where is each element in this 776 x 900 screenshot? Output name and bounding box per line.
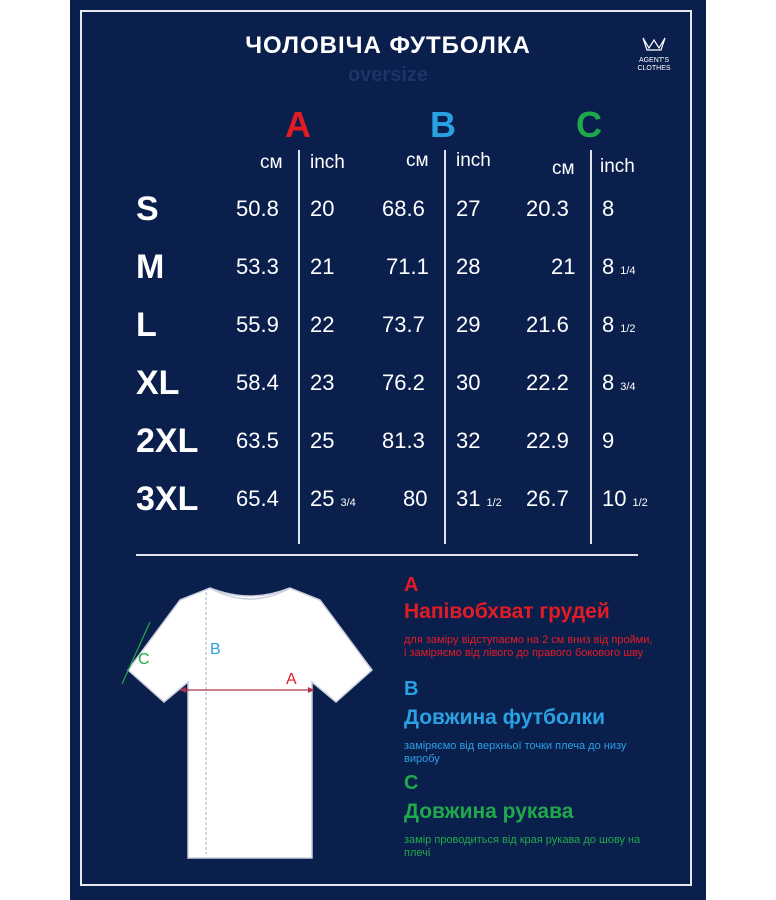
section-divider (136, 554, 638, 556)
size-label-l: L (136, 306, 157, 344)
cell-3xl-a-inch: 25 3/4 (310, 486, 356, 511)
cell-m-a-cm: 53.3 (236, 254, 279, 279)
cell-l-a-cm: 55.9 (236, 312, 279, 337)
column-letter-c: C (576, 104, 602, 145)
cell-3xl-b-inch: 31 1/2 (456, 486, 502, 511)
logo-text-top: AGENT'S (638, 57, 670, 64)
legend-desc-a: для заміру відступаємо на 2 см вниз від пройми, і заміряємо від лівого до правого бокового шву (404, 634, 653, 659)
size-label-2xl: 2XL (136, 422, 199, 460)
unit-b-inch: inch (456, 150, 491, 171)
cell-3xl-c-cm: 26.7 (526, 486, 569, 511)
tshirt-diagram (110, 580, 390, 870)
logo-text-bottom: CLOTHES (637, 65, 671, 72)
cell-3xl-c-inch: 10 1/2 (602, 486, 648, 511)
cell-s-a-cm: 50.8 (236, 196, 279, 221)
legend-name-b: Довжина футболки (404, 706, 606, 729)
size-label-m: M (136, 248, 165, 286)
unit-c-cm: см (552, 158, 575, 179)
crown-icon (641, 36, 667, 52)
size-label-s: S (136, 190, 159, 228)
page-subtitle: oversize (347, 64, 429, 86)
cell-xl-c-inch: 8 3/4 (602, 370, 636, 395)
cell-2xl-a-cm: 63.5 (236, 428, 279, 453)
cell-s-b-cm: 68.6 (382, 196, 425, 221)
cell-xl-c-cm: 22.2 (526, 370, 569, 395)
legend-desc-c: замір проводиться від края рукава до шову на плечі (404, 834, 641, 859)
size-label-3xl: 3XL (136, 480, 199, 518)
unit-a-inch: inch (310, 152, 345, 173)
legend-letter-b: B (404, 678, 419, 700)
diagram-label-a: A (286, 671, 297, 688)
cell-m-a-inch: 21 (310, 254, 335, 279)
cell-2xl-a-inch: 25 (310, 428, 335, 453)
cell-s-b-inch: 27 (456, 196, 481, 221)
column-letter-a: A (285, 104, 311, 145)
cell-l-c-cm: 21.6 (526, 312, 569, 337)
cell-m-b-cm: 71.1 (386, 254, 429, 279)
cell-xl-b-cm: 76.2 (382, 370, 425, 395)
size-label-xl: XL (136, 364, 180, 402)
divider-a (298, 150, 300, 544)
unit-b-cm: см (406, 150, 429, 171)
unit-c-inch: inch (600, 156, 635, 177)
cell-l-c-inch: 8 1/2 (602, 312, 636, 337)
cell-l-b-cm: 73.7 (382, 312, 425, 337)
cell-xl-b-inch: 30 (456, 370, 481, 395)
cell-2xl-b-inch: 32 (456, 428, 481, 453)
legend-name-c: Довжина рукава (404, 800, 574, 823)
cell-xl-a-inch: 23 (310, 370, 335, 395)
column-letter-b: B (430, 104, 456, 145)
cell-s-a-inch: 20 (310, 196, 335, 221)
tshirt-shape (128, 588, 372, 858)
cell-m-c-inch: 8 1/4 (602, 254, 636, 279)
legend-desc-b: заміряємо від верхньої точки плеча до низу виробу (404, 740, 627, 765)
cell-2xl-c-cm: 22.9 (526, 428, 569, 453)
divider-c (590, 150, 592, 544)
legend-letter-a: A (404, 574, 419, 596)
legend-name-a: Напівобхват грудей (404, 600, 610, 623)
diagram-label-c: C (138, 651, 150, 668)
cell-m-c-cm: 21 (551, 254, 576, 279)
cell-3xl-a-cm: 65.4 (236, 486, 279, 511)
cell-3xl-b-cm: 80 (403, 486, 428, 511)
divider-b (444, 150, 446, 544)
cell-l-a-inch: 22 (310, 312, 335, 337)
legend-letter-c: C (404, 772, 419, 794)
cell-s-c-inch: 8 (602, 196, 615, 221)
cell-2xl-c-inch: 9 (602, 428, 615, 453)
cell-m-b-inch: 28 (456, 254, 481, 279)
unit-a-cm: см (260, 152, 283, 173)
brand-logo (628, 36, 680, 73)
cell-l-b-inch: 29 (456, 312, 481, 337)
page-title: ЧОЛОВІЧА ФУТБОЛКА (245, 32, 531, 59)
cell-2xl-b-cm: 81.3 (382, 428, 425, 453)
cell-s-c-cm: 20.3 (526, 196, 569, 221)
diagram-label-b: B (210, 641, 221, 658)
cell-xl-a-cm: 58.4 (236, 370, 279, 395)
